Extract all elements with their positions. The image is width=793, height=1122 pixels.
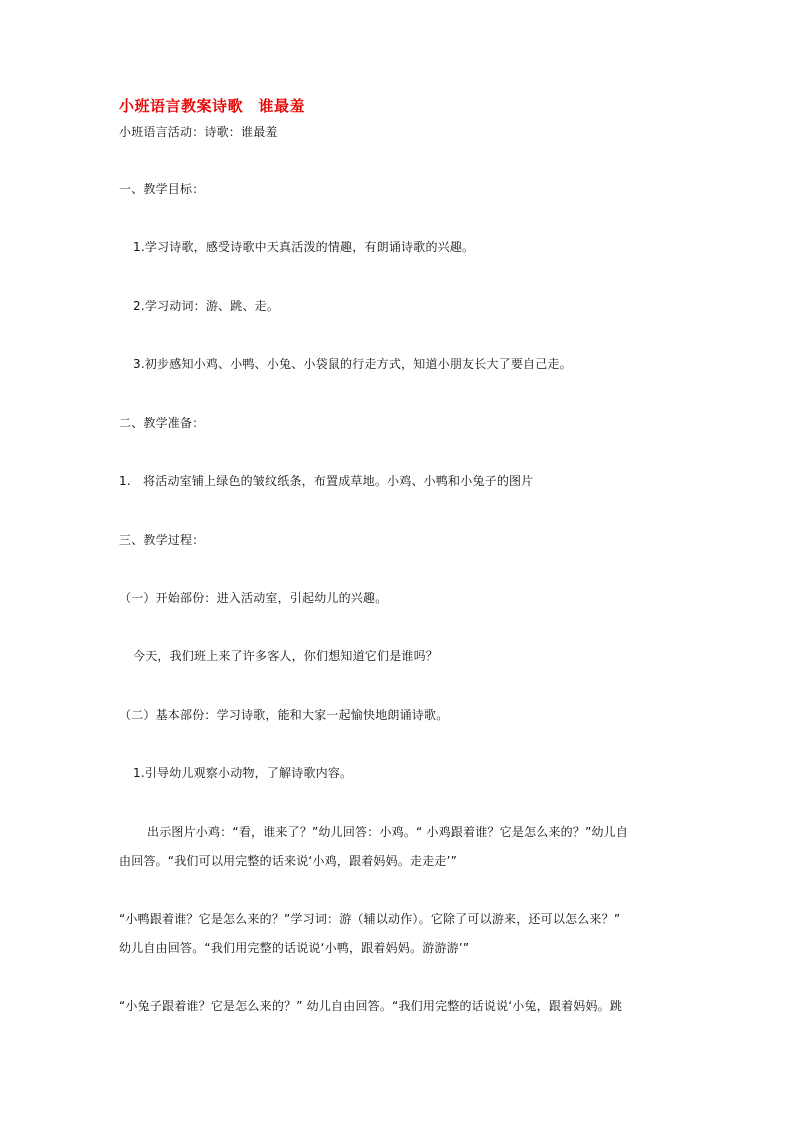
part-heading-main: （二）基本部份：学习诗歌，能和大家一起愉快地朗诵诗歌。: [119, 708, 449, 722]
paragraph-chick-line-2: 由回答。“我们可以用完整的话来说‘小鸡，跟着妈妈。走走走’”: [119, 854, 458, 868]
section-heading-process: 三、教学过程：: [119, 533, 205, 547]
goal-item-1: 1.学习诗歌，感受诗歌中天真活泼的情趣，有朗诵诗歌的兴趣。: [133, 240, 475, 254]
section-heading-preparation: 二、教学准备：: [119, 416, 205, 430]
part-heading-opening: （一）开始部份：进入活动室，引起幼儿的兴趣。: [119, 591, 388, 605]
goal-item-3: 3.初步感知小鸡、小鸭、小兔、小袋鼠的行走方式，知道小朋友长大了要自己走。: [133, 357, 572, 371]
document-subtitle: 小班语言活动：诗歌：谁最羞: [119, 125, 278, 139]
goal-item-2: 2.学习动词：游、跳、走。: [133, 299, 280, 313]
step-item-1: 1.引导幼儿观察小动物，了解诗歌内容。: [133, 766, 353, 780]
document-title: 小班语言教案诗歌 谁最羞: [119, 97, 306, 115]
paragraph-duck-line-2: 幼儿自由回答。“我们用完整的话说说‘小鸭，跟着妈妈。游游游’”: [119, 941, 470, 955]
section-heading-goals: 一、教学目标：: [119, 182, 205, 196]
paragraph-chick-line-1: 出示图片小鸡：“看，谁来了？”幼儿回答：小鸡。“ 小鸡跟着谁？它是怎么来的？”幼儿自: [147, 825, 629, 839]
prep-item-1: 1. 将活动室铺上绿色的皱纹纸条，布置成草地。小鸡、小鸭和小兔子的图片: [119, 474, 534, 488]
paragraph-rabbit-line-1: “小兔子跟着谁？它是怎么来的？” 幼儿自由回答。“我们用完整的话说说‘小兔，跟着妈妈。跳: [119, 999, 623, 1013]
paragraph-duck-line-1: “小鸭跟着谁？它是怎么来的？”学习词：游（辅以动作）。它除了可以游来，还可以怎么来？”: [119, 912, 621, 926]
opening-paragraph: 今天，我们班上来了许多客人，你们想知道它们是谁吗？: [133, 649, 439, 663]
